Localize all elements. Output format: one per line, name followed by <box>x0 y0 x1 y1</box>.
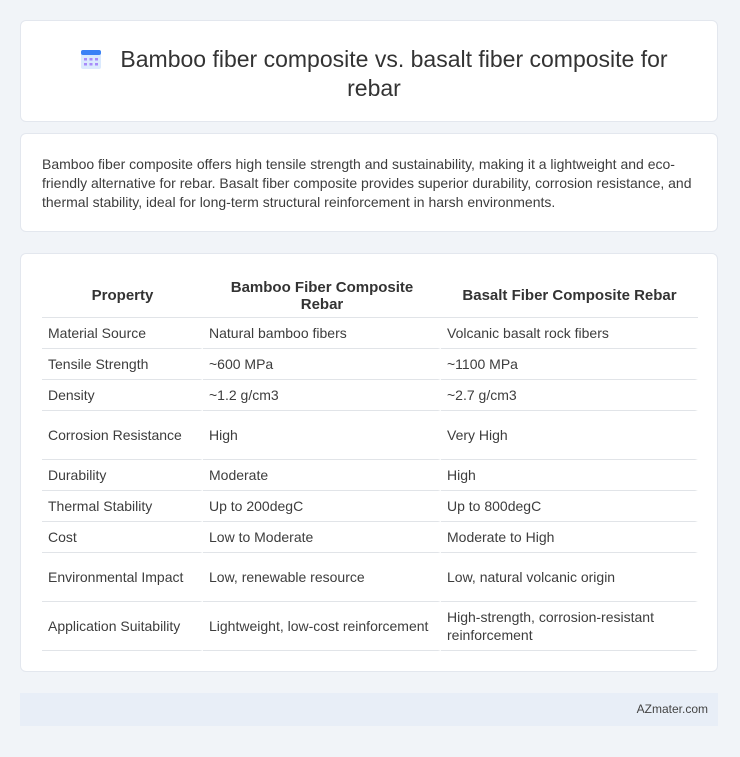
cell-property: Thermal Stability <box>42 491 203 522</box>
cell-basalt: Low, natural volcanic origin <box>441 553 698 602</box>
cell-basalt: ~1100 MPa <box>441 349 698 380</box>
cell-bamboo: Low, renewable resource <box>203 553 441 602</box>
cell-bamboo: Low to Moderate <box>203 522 441 553</box>
cell-basalt: Very High <box>441 411 698 460</box>
footer-bar <box>20 693 718 726</box>
page-title: Bamboo fiber composite vs. basalt fiber composite for rebar <box>120 46 668 101</box>
header-property: Property <box>42 274 203 318</box>
table-row <box>42 553 698 602</box>
cell-basalt: Volcanic basalt rock fibers <box>441 318 698 349</box>
calendar-icon <box>80 48 102 70</box>
title-card <box>20 20 718 122</box>
cell-property: Application Suitability <box>42 602 203 651</box>
footer-brand[interactable]: AZmater.com <box>636 702 708 716</box>
table-row <box>42 411 698 460</box>
cell-property: Density <box>42 380 203 411</box>
cell-basalt: Up to 800degC <box>441 491 698 522</box>
cell-property: Material Source <box>42 318 203 349</box>
table-row <box>42 522 698 553</box>
page-title-wrap <box>61 45 687 103</box>
table-row <box>42 460 698 491</box>
table-row <box>42 380 698 411</box>
table-header-row <box>42 274 698 318</box>
table-row <box>42 318 698 349</box>
table-row <box>42 349 698 380</box>
cell-property: Cost <box>42 522 203 553</box>
intro-card <box>20 133 718 232</box>
cell-bamboo: ~1.2 g/cm3 <box>203 380 441 411</box>
header-basalt: Basalt Fiber Composite Rebar <box>441 274 698 318</box>
header-bamboo: Bamboo Fiber Composite Rebar <box>203 274 441 318</box>
cell-basalt: High-strength, corrosion-resistant reinforcement <box>441 602 698 651</box>
cell-bamboo: Lightweight, low-cost reinforcement <box>203 602 441 651</box>
comparison-table <box>42 274 698 651</box>
cell-basalt: High <box>441 460 698 491</box>
table-row <box>42 491 698 522</box>
cell-bamboo: High <box>203 411 441 460</box>
cell-bamboo: ~600 MPa <box>203 349 441 380</box>
cell-bamboo: Up to 200degC <box>203 491 441 522</box>
cell-basalt: Moderate to High <box>441 522 698 553</box>
cell-bamboo: Moderate <box>203 460 441 491</box>
comparison-card <box>20 253 718 672</box>
cell-basalt: ~2.7 g/cm3 <box>441 380 698 411</box>
cell-property: Environmental Impact <box>42 553 203 602</box>
cell-property: Corrosion Resistance <box>42 411 203 460</box>
table-row <box>42 602 698 651</box>
cell-bamboo: Natural bamboo fibers <box>203 318 441 349</box>
cell-property: Durability <box>42 460 203 491</box>
intro-text: Bamboo fiber composite offers high tensile strength and sustainability, making it a lightweight and eco-friendly alternative for rebar. Basalt fiber composite provides superior durability, corrosion resistance, and thermal stability, ideal for long-term structural reinforcement in harsh environments. <box>42 156 692 210</box>
cell-property: Tensile Strength <box>42 349 203 380</box>
